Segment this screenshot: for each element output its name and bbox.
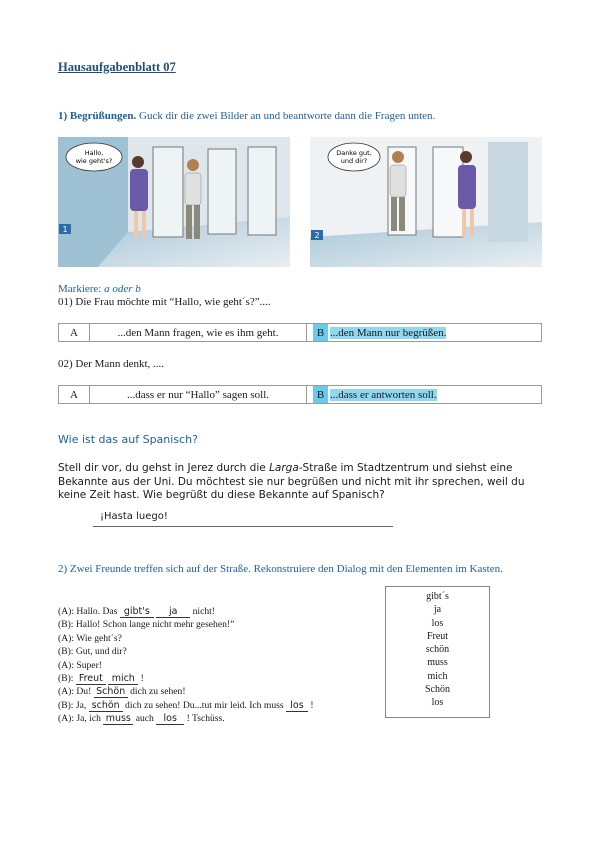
markiere-instruction — [58, 283, 141, 295]
blank-field[interactable]: mich — [108, 674, 138, 685]
answer-field[interactable]: ¡Hasta luego! — [100, 511, 168, 522]
dialog-text: (A): Ja, ich — [58, 713, 104, 725]
question-1: 01) Die Frau möchte mit “Hallo, wie geht´s?”.... — [58, 296, 271, 308]
section2-heading: 2) Zwei Freunde treffen sich auf der Straße. Rekonstruiere den Dialog mit den Elementen im Kasten. — [58, 563, 503, 575]
word-item: ja — [433, 604, 442, 616]
para-italic: Larga — [269, 462, 299, 474]
option-b-text[interactable]: ...dass er antworten soll. — [330, 389, 437, 401]
blank-field[interactable]: los — [156, 714, 184, 725]
dialog-text: auch — [133, 713, 157, 725]
bubble2-line2: und dir? — [340, 157, 368, 165]
option-a-letter[interactable]: A — [59, 386, 90, 403]
blank-field[interactable]: ja — [156, 607, 190, 618]
word-box — [385, 586, 490, 718]
word-item: Freut — [426, 630, 449, 642]
word-item: schön — [425, 644, 450, 656]
dialog-text: (B): Ja, — [58, 699, 89, 711]
bubble1-line2: wie geht's? — [75, 157, 113, 165]
dialog-text: ! Tschüss. — [184, 713, 225, 725]
option-b-letter[interactable]: B — [313, 386, 328, 403]
question-2: 02) Der Mann denkt, .... — [58, 358, 165, 370]
option-b-text[interactable]: ...den Mann nur begrüßen. — [330, 327, 447, 339]
dialog-text: (B): — [58, 673, 76, 685]
dialog-text: nicht! — [190, 606, 215, 617]
picture-label-2: 2 — [314, 231, 320, 240]
dialog — [58, 605, 314, 726]
dialog-text: (A): Du! — [58, 686, 94, 698]
blank-field[interactable]: Freut — [76, 674, 106, 685]
section1-heading — [58, 110, 435, 122]
option-b-letter[interactable]: B — [313, 324, 328, 341]
bubble1-line1: Hallo, — [84, 149, 104, 157]
answer-line — [93, 526, 393, 527]
dialog-line: (A): Super! — [58, 659, 102, 671]
markiere-prefix: Markiere: — [58, 283, 105, 295]
blank-field[interactable]: Schön — [94, 687, 128, 698]
dialog-line — [58, 605, 314, 618]
para-text-2: -Straße im Stadtzentrum und siehst eine Bekannte aus der Uni. Du möchtest sie nur begrüßen und nicht mit ihr sprechen, weil du keine Zeit hast. Wie begrüßt du diese Bekannte auf Spanisch? — [58, 462, 525, 501]
dialog-line — [58, 712, 314, 725]
word-item: los — [431, 617, 444, 629]
dialog-text: ! — [307, 699, 314, 711]
spanisch-paragraph — [58, 462, 548, 503]
dialog-text: (A): Hallo. Das — [58, 606, 120, 617]
option-a-text[interactable]: ...dass er nur “Hallo” sagen soll. — [90, 386, 307, 403]
dialog-line — [58, 672, 314, 685]
bubble2-line1: Danke gut, — [336, 149, 372, 157]
word-item: los — [431, 697, 444, 709]
option-a-text[interactable]: ...den Mann fragen, wie es ihm geht. — [90, 324, 307, 341]
blank-field[interactable]: muss — [103, 714, 133, 725]
dialog-text: dich zu sehen! — [127, 686, 186, 698]
blank-field[interactable]: schön — [89, 701, 123, 712]
page-title: Hausaufgabenblatt 07 — [58, 60, 176, 74]
word-item: Schön — [425, 684, 450, 696]
option-a-letter[interactable]: A — [59, 324, 90, 341]
dialog-line: (B): Gut, und dir? — [58, 646, 127, 658]
dialog-line — [58, 699, 314, 712]
spanisch-heading: Wie ist das auf Spanisch? — [58, 433, 198, 446]
section1-title: 1) Begrüßungen. — [58, 110, 137, 122]
word-item: muss — [427, 657, 448, 669]
blank-field[interactable]: gibt's — [120, 607, 154, 618]
word-item: mich — [427, 670, 448, 682]
answer-row-2 — [58, 385, 542, 404]
dialog-text: dich zu sehen! Du...tut mir leid. Ich muss — [122, 699, 286, 711]
answer-row-1 — [58, 323, 542, 342]
markiere-emphasis: a oder b — [104, 283, 141, 295]
section1-instruction: Guck dir die zwei Bilder an und beantworte dann die Fragen unten. — [139, 110, 436, 122]
word-item: gibt´s — [426, 591, 449, 602]
dialog-line — [58, 685, 314, 698]
blank-field[interactable]: los — [286, 701, 308, 712]
picture-label-1: 1 — [62, 225, 68, 234]
greeting-illustration — [58, 137, 542, 267]
para-text-1: Stell dir vor, du gehst in Jerez durch die — [58, 462, 270, 474]
dialog-text: ! — [138, 673, 144, 685]
dialog-line: (A): Wie geht´s? — [58, 632, 122, 644]
dialog-line: (B): Hallo! Schon lange nicht mehr gesehen!” — [58, 619, 235, 631]
